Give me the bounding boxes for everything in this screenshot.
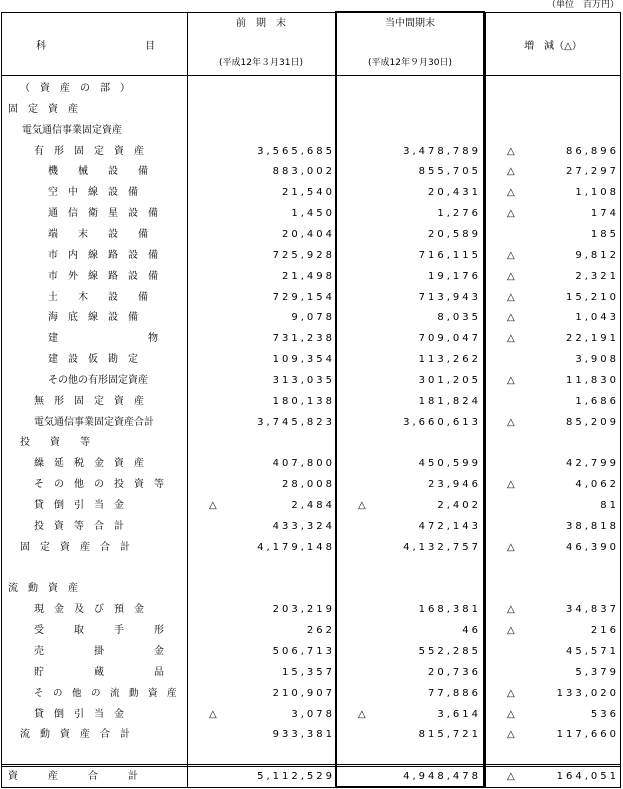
negative-mark: △: [507, 479, 515, 491]
row-label: 通 信 衛 星 設 備: [48, 208, 158, 220]
prev-value: 725,928: [272, 249, 335, 261]
curr-value: 4,132,757: [403, 541, 481, 553]
negative-mark: △: [507, 187, 515, 199]
balance-sheet-table: [1, 12, 621, 788]
row-label: 売 掛 金: [34, 645, 164, 657]
row-label: 海 底 線 設 備: [48, 312, 138, 324]
prev-value: 9,078: [291, 312, 335, 324]
col-divider: [187, 13, 188, 787]
diff-value: 536: [590, 708, 619, 720]
negative-mark: △: [209, 500, 217, 511]
negative-mark: △: [507, 541, 515, 553]
curr-value: 716,115: [418, 249, 481, 261]
diff-value: 34,837: [566, 604, 619, 616]
negative-mark: △: [209, 708, 217, 720]
row-label: 貯 蔵 品: [34, 666, 164, 678]
row-label: 固 定 資 産 合 計: [20, 541, 130, 553]
diff-value: 1,043: [575, 312, 619, 324]
row-label: 受 取 手 形: [34, 625, 164, 637]
row-label: 市 外 線 路 設 備: [48, 270, 158, 282]
diff-value: 22,191: [566, 333, 619, 345]
curr-value: 3,660,613: [403, 416, 481, 428]
row-label: 無 形 固 定 資 産: [34, 395, 144, 407]
prev-value: 20,404: [282, 228, 335, 240]
negative-mark: △: [507, 208, 515, 220]
row-label: 空 中 線 設 備: [48, 187, 138, 199]
curr-value: 20,431: [428, 187, 481, 199]
header-curr-date: (平成12年９月30日): [368, 58, 452, 68]
diff-value: 81: [600, 500, 619, 511]
unit-label: （単位 百万円）: [546, 0, 619, 10]
prev-value: 506,713: [272, 645, 335, 657]
diff-value: 185: [590, 228, 619, 240]
diff-value: 46,390: [566, 541, 619, 553]
prev-value: 21,498: [282, 270, 335, 282]
header-subject-left: 科: [36, 41, 46, 52]
row-label: 土 木 設 備: [48, 291, 148, 303]
diff-value: 45,571: [566, 645, 619, 657]
negative-mark: △: [507, 291, 515, 303]
curr-value: 20,589: [428, 228, 481, 240]
row-label: 建 物: [48, 333, 158, 345]
row-label: そ の 他 の 投 資 等: [34, 479, 164, 491]
curr-value: 4,948,478: [403, 771, 481, 782]
row-label: 投 資 等: [20, 437, 90, 449]
prev-value: 262: [306, 625, 335, 637]
curr-value: 181,824: [418, 395, 481, 407]
prev-value: 731,238: [272, 333, 335, 345]
prev-value: 28,008: [282, 479, 335, 491]
header-curr-title: 当中間期末: [385, 18, 435, 29]
diff-value: 4,062: [575, 479, 619, 491]
row-label: 貸 倒 引 当 金: [34, 500, 124, 511]
diff-value: 216: [590, 625, 619, 637]
prev-value: 4,179,148: [257, 541, 335, 553]
row-label: 端 末 設 備: [48, 228, 148, 240]
curr-value: 713,943: [418, 291, 481, 303]
curr-value: 2,402: [437, 500, 481, 511]
negative-mark: △: [507, 729, 515, 741]
curr-value: 77,886: [428, 687, 481, 699]
curr-value: 472,143: [418, 520, 481, 532]
prev-value: 933,381: [272, 729, 335, 741]
diff-value: 2,321: [575, 270, 619, 282]
negative-mark: △: [507, 771, 515, 782]
negative-mark: △: [507, 604, 515, 616]
header-divider: [2, 75, 620, 76]
curr-value: 23,946: [428, 479, 481, 491]
row-label: そ の 他 の 流 動 資 産: [34, 687, 177, 699]
row-label: 現 金 及 び 預 金: [34, 604, 144, 616]
row-label: 機 械 設 備: [48, 166, 148, 178]
row-label: 建 設 仮 勘 定: [48, 354, 138, 366]
negative-mark: △: [358, 500, 366, 511]
diff-value: 38,818: [566, 520, 619, 532]
row-label: 市 内 線 路 設 備: [48, 249, 158, 261]
diff-value: 11,830: [566, 374, 619, 386]
row-label: （ 資 産 の 部 ）: [20, 83, 130, 94]
diff-value: 27,297: [566, 166, 619, 178]
curr-value: 552,285: [418, 645, 481, 657]
negative-mark: △: [507, 312, 515, 324]
prev-value: 433,324: [272, 520, 335, 532]
header-subject-right: 目: [145, 41, 155, 52]
row-label: 流 動 資 産 合 計: [20, 729, 130, 741]
diff-value: 174: [590, 208, 619, 220]
prev-value: 15,357: [282, 666, 335, 678]
prev-value: 203,219: [272, 604, 335, 616]
diff-value: 1,108: [575, 187, 619, 199]
diff-value: 42,799: [566, 458, 619, 470]
negative-mark: △: [507, 249, 515, 261]
curr-value: 20,736: [428, 666, 481, 678]
row-label: 貸 倒 引 当 金: [34, 708, 124, 720]
negative-mark: △: [507, 166, 515, 178]
diff-value: 86,896: [566, 145, 619, 157]
prev-value: 883,002: [272, 166, 335, 178]
diff-value: 1,686: [575, 395, 619, 407]
diff-value: 133,020: [556, 687, 619, 699]
row-label: 資 産 合 計: [8, 771, 138, 782]
negative-mark: △: [507, 625, 515, 637]
negative-mark: △: [507, 708, 515, 720]
curr-value: 301,205: [418, 374, 481, 386]
negative-mark: △: [507, 687, 515, 699]
curr-value: 113,262: [418, 354, 481, 366]
header-prev-title: 前 期 末: [236, 18, 286, 29]
prev-value: 210,907: [272, 687, 335, 699]
negative-mark: △: [507, 374, 515, 386]
diff-value: 9,812: [575, 249, 619, 261]
row-label: 投 資 等 合 計: [34, 520, 124, 532]
diff-value: 85,209: [566, 416, 619, 428]
curr-value: 855,705: [418, 166, 481, 178]
row-label: 固 定 資 産: [8, 103, 78, 115]
curr-value: 3,478,789: [403, 145, 481, 157]
curr-value: 815,721: [418, 729, 481, 741]
prev-value: 109,354: [272, 354, 335, 366]
row-label: 流 動 資 産: [8, 583, 78, 595]
diff-value: 5,379: [575, 666, 619, 678]
diff-value: 117,660: [556, 729, 619, 741]
curr-value: 709,047: [418, 333, 481, 345]
diff-value: 164,051: [556, 771, 619, 782]
prev-value: 3,745,823: [257, 416, 335, 428]
prev-value: 1,450: [291, 208, 335, 220]
row-label: 電気通信事業固定資産合計: [34, 416, 154, 428]
prev-value: 21,540: [282, 187, 335, 199]
prev-value: 407,800: [272, 458, 335, 470]
diff-value: 3,908: [575, 354, 619, 366]
prev-value: 5,112,529: [257, 771, 335, 782]
negative-mark: △: [507, 333, 515, 345]
curr-value: 1,276: [437, 208, 481, 220]
col-divider: [485, 13, 486, 787]
header-change-title: 増 減（△）: [524, 41, 582, 52]
prev-value: 2,484: [291, 500, 335, 511]
negative-mark: △: [507, 145, 515, 157]
diff-value: 15,210: [566, 291, 619, 303]
row-label: その他の有形固定資産: [48, 374, 148, 386]
curr-value: 168,381: [418, 604, 481, 616]
prev-value: 3,078: [291, 708, 335, 720]
header-prev-date: (平成12年３月31日): [219, 58, 303, 68]
prev-value: 729,154: [272, 291, 335, 303]
row-label: 有 形 固 定 資 産: [34, 145, 144, 157]
negative-mark: △: [507, 270, 515, 282]
curr-value: 3,614: [437, 708, 481, 720]
row-label: 電気通信事業固定資産: [22, 124, 122, 136]
prev-value: 313,035: [272, 374, 335, 386]
curr-value: 8,035: [437, 312, 481, 324]
negative-mark: △: [507, 416, 515, 428]
curr-value: 450,599: [418, 458, 481, 470]
curr-value: 46: [462, 625, 481, 637]
curr-value: 19,176: [428, 270, 481, 282]
prev-value: 3,565,685: [257, 145, 335, 157]
prev-value: 180,138: [272, 395, 335, 407]
row-label: 繰 延 税 金 資 産: [34, 458, 144, 470]
negative-mark: △: [358, 708, 366, 720]
